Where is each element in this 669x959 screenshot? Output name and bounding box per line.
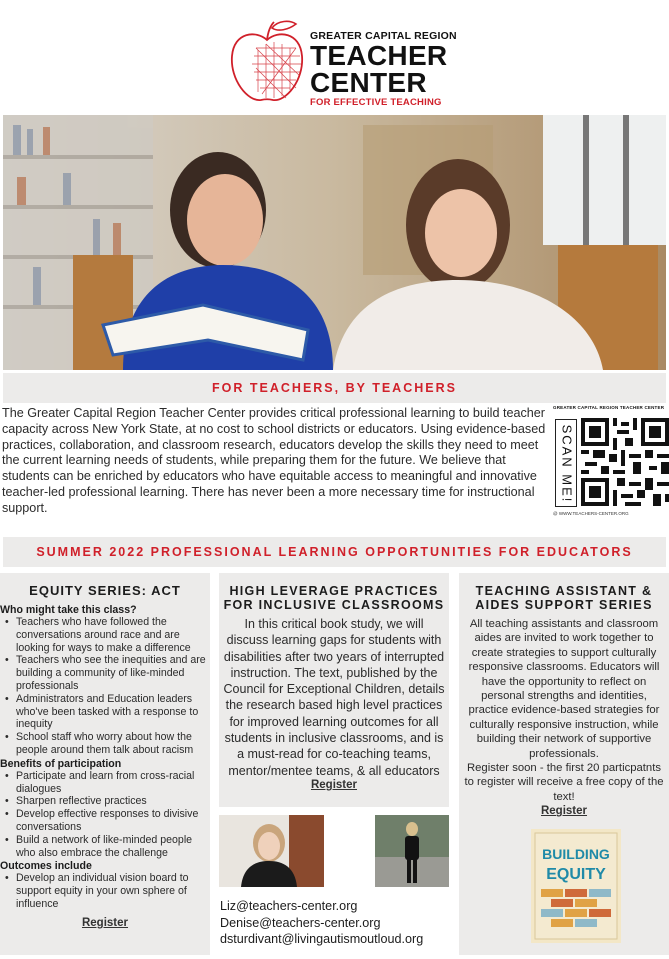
hero-photo-illustration xyxy=(3,115,666,370)
qr-caption-bottom: @ WWW.TEACHERS-CENTER.ORG xyxy=(553,511,629,516)
facilitator-photo-1 xyxy=(219,815,324,887)
list-item: • Participate and learn from cross-racial dialogues xyxy=(0,770,208,796)
contact-email[interactable]: Liz@teachers-center.org xyxy=(220,899,358,913)
hlp-register-link[interactable]: Register xyxy=(310,778,358,791)
hlp-card xyxy=(219,573,449,807)
contact-email[interactable]: Denise@teachers-center.org xyxy=(220,915,381,930)
intro-paragraph: The Greater Capital Region Teacher Center provides critical professional learning to build teacher capacity across New York State, at no cost to school districts or educators. Using evidence-based practices, collaboration, and classroom research, educators develop the skills they need to meet the current learning needs of students, while preparing them for the future. We believe that students can be enriched by educators who have equitable access to meaningful and innovative teacher-led professional learning. There has never been a more necessary time for instructional support. xyxy=(2,406,546,515)
hlp-title-line2: FOR INCLUSIVE CLASSROOMS xyxy=(223,598,445,612)
header xyxy=(0,0,669,112)
qr-block[interactable] xyxy=(553,405,669,521)
hlp-description: In this critical book study, we will discuss learning gaps for students with disabilities after two years of interrupted instruction. The text, published by the Council for Exceptional Children, details the research based high level practices for improved learning outcomes for all students in inclusive classrooms, and is a must-read for co-teaching teams, mentor/mentee teams, & all educators xyxy=(223,617,445,778)
opportunities-banner: SUMMER 2022 PROFESSIONAL LEARNING OPPORTUNITIES FOR EDUCATORS xyxy=(3,537,666,567)
ta-title-line1: TEACHING ASSISTANT & xyxy=(475,584,653,598)
ta-title-line2: AIDES SUPPORT SERIES xyxy=(475,598,653,612)
scan-me-box xyxy=(555,419,577,507)
contact-list xyxy=(220,898,423,948)
list-item: • Develop an individual vision board to support equity in your own sphere of influence xyxy=(0,872,208,910)
who-heading: Who might take this class? xyxy=(0,604,137,616)
list-item: • Develop effective responses to divisive conversations xyxy=(0,808,208,834)
org-name-line1: TEACHER xyxy=(310,40,448,71)
ta-register-link[interactable]: Register xyxy=(540,805,588,818)
list-item: • Build a network of like-minded people who also embrace the challenge xyxy=(0,834,208,860)
outcomes-heading: Outcomes include xyxy=(0,860,92,873)
equity-register-link[interactable]: Register xyxy=(81,916,129,929)
org-tagline: FOR EFFECTIVE TEACHING xyxy=(310,97,442,108)
who-list xyxy=(0,616,210,757)
qr-code-icon[interactable] xyxy=(581,417,669,507)
scan-me-label: SCAN ME! xyxy=(559,424,575,504)
benefits-heading: Benefits of participation xyxy=(0,757,122,770)
hero-photo xyxy=(3,115,666,370)
qr-caption-top: GREATER CAPITAL REGION TEACHER CENTER xyxy=(553,405,665,410)
benefits-list xyxy=(0,770,210,860)
list-item: • Sharpen reflective practices xyxy=(0,795,208,808)
brand-wordmark xyxy=(310,30,457,108)
list-item: • Teachers who have followed the conversations around race and are looking for ways to make a difference xyxy=(0,616,208,654)
ta-register-note: Register soon - the first 20 particpatnts to register will receive a free copy of the text! xyxy=(464,762,664,803)
org-region: GREATER CAPITAL REGION xyxy=(310,30,457,42)
book-title-line2: EQUITY xyxy=(546,866,606,883)
equity-series-card xyxy=(0,573,210,955)
outcomes-list xyxy=(0,872,210,910)
equity-title: EQUITY SERIES: ACT xyxy=(29,583,181,598)
ta-description: All teaching assistants and classroom aides are invited to work together to create strategies to support culturally responsive classrooms. Educators will have the opportunity to reflect on personal strengths and identities, practice evidence-based strategies for culturally responsive instruction, while building their network of supportive professionals. xyxy=(468,618,660,760)
facilitator-photo-2 xyxy=(375,815,449,887)
list-item: • Teachers who see the inequities and are building a community of like-minded professionals xyxy=(0,654,208,692)
book-title-line1: BUILDING xyxy=(542,846,610,862)
contact-email[interactable]: dsturdivant@livingautismoutloud.org xyxy=(220,932,424,947)
section-banner: FOR TEACHERS, BY TEACHERS xyxy=(3,373,666,403)
apple-logo-icon xyxy=(226,18,308,106)
org-name-line2: CENTER xyxy=(310,67,427,98)
list-item: • School staff who worry about how the people around them talk about racism xyxy=(0,731,208,757)
building-equity-book-cover xyxy=(531,829,621,943)
hlp-title-line1: HIGH LEVERAGE PRACTICES xyxy=(229,584,439,598)
list-item: • Administrators and Education leaders who've been tasked with a response to inequity xyxy=(0,693,208,731)
